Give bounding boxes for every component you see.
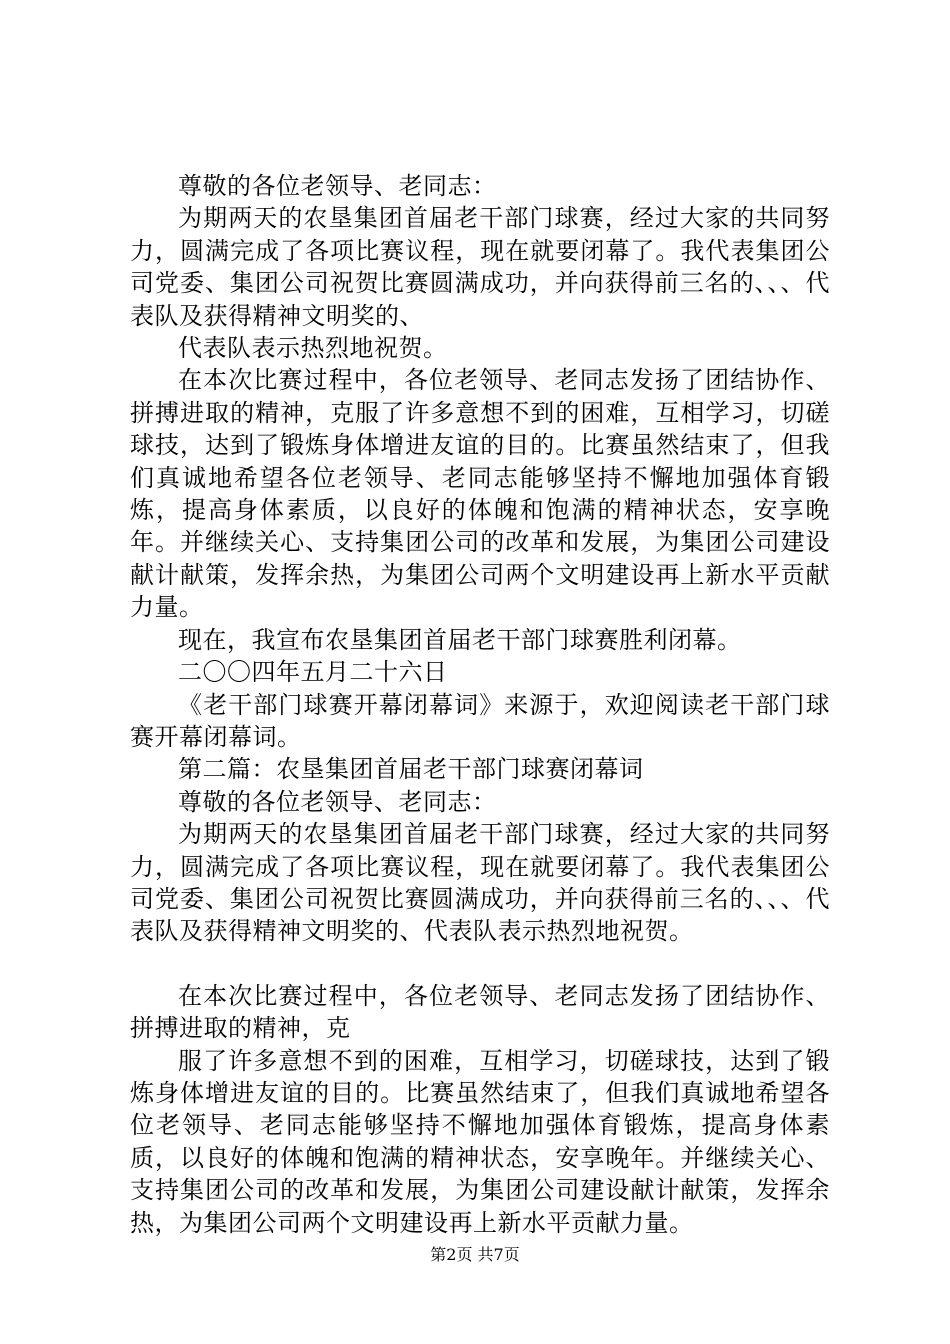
paragraph-declaration: 现在，我宣布农垦集团首届老干部门球赛胜利闭幕。 xyxy=(178,625,742,654)
salutation: 尊敬的各位老领导、老同志： xyxy=(178,172,497,200)
section-heading: 第二篇：农垦集团首届老干部门球赛闭幕词 xyxy=(178,755,644,784)
salutation-2: 尊敬的各位老领导、老同志： xyxy=(178,787,497,816)
paragraph-opening: 为期两天的农垦集团首届老干部门球赛，经过大家的共同努力，圆满完成了各项比赛议程，现在就要闭幕了。我代表集团公司党委、集团公司祝贺比赛圆满成功，并向获得前三名的、、、代表队及获得精神文明奖的、 xyxy=(130,204,830,330)
paragraph-opening-2: 为期两天的农垦集团首届老干部门球赛，经过大家的共同努力，圆满完成了各项比赛议程，现在就要闭幕了。我代表集团公司党委、集团公司祝贺比赛圆满成功，并向获得前三名的、、、代表队及获得精神文明奖的、代表队表示热烈地祝贺。 xyxy=(130,820,830,946)
document-body xyxy=(130,170,830,1239)
page-footer xyxy=(0,1245,950,1265)
paragraph-source-note: 《老干部门球赛开幕闭幕词》来源于，欢迎阅读老干部门球赛开幕闭幕词。 xyxy=(130,690,830,751)
paragraph-body-2-continued: 服了许多意想不到的困难，互相学习，切磋球技，达到了锻炼身体增进友谊的目的。比赛虽然结束了，但我们真诚地希望各位老领导、老同志能够坚持不懈地加强体育锻炼，提高身体素质，以良好的体魄和饱满的精神状态，安享晚年。并继续关心、支持集团公司的改革和发展，为集团公司建设献计献策，发挥余热，为集团公司两个文明建设再上新水平贡献力量。 xyxy=(130,1046,830,1237)
paragraph-body: 在本次比赛过程中，各位老领导、老同志发扬了团结协作、拼搏进取的精神，克服了许多意想不到的困难，互相学习，切磋球技，达到了锻炼身体增进友谊的目的。比赛虽然结束了，但我们真诚地希望各位老领导、老同志能够坚持不懈地加强体育锻炼，提高身体素质，以良好的体魄和饱满的精神状态，安享晚年。并继续关心、支持集团公司的改革和发展，为集团公司建设献计献策，发挥余热，为集团公司两个文明建设再上新水平贡献力量。 xyxy=(130,366,830,622)
paragraph-gap xyxy=(130,948,830,980)
paragraph-body-2-start: 在本次比赛过程中，各位老领导、老同志发扬了团结协作、拼搏进取的精神，克 xyxy=(130,981,830,1043)
paragraph-date: 二〇〇四年五月二十六日 xyxy=(178,658,448,687)
page-number: 第2页 共7页 xyxy=(430,1245,520,1264)
paragraph-congratulation: 代表队表示热烈地祝贺。 xyxy=(178,334,448,363)
